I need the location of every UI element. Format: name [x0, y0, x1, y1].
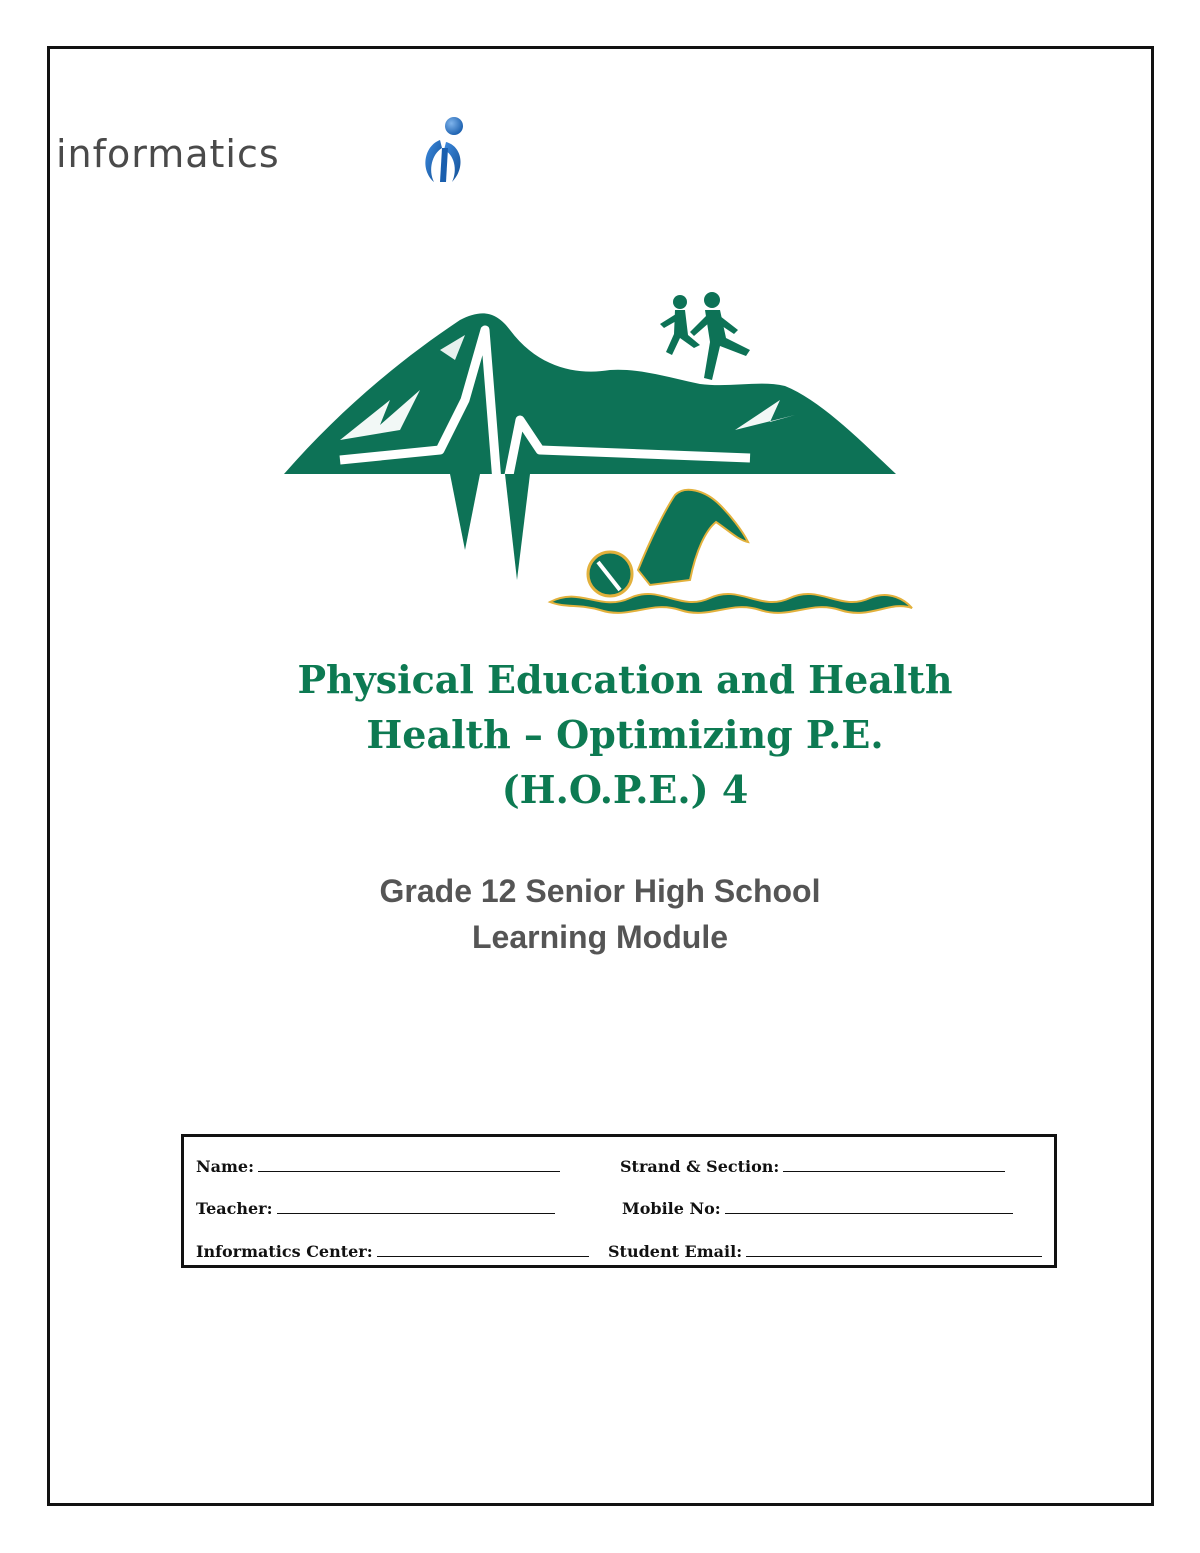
informatics-center-label: Informatics Center: — [196, 1242, 373, 1261]
name-field[interactable] — [196, 1155, 560, 1176]
student-email-field[interactable] — [608, 1240, 1042, 1261]
runners-icon — [660, 292, 750, 380]
informatics-logo — [416, 112, 746, 192]
teacher-field[interactable] — [196, 1197, 555, 1218]
swimmer-icon — [550, 490, 912, 613]
subtitle-line-2: Learning Module — [472, 919, 728, 955]
module-title — [0, 652, 1200, 817]
subtitle-line-1: Grade 12 Senior High School — [379, 873, 821, 909]
name-input-line[interactable] — [258, 1155, 560, 1172]
mobile-input-line[interactable] — [725, 1197, 1013, 1214]
informatics-center-input-line[interactable] — [377, 1240, 589, 1257]
brand-name: informatics — [56, 132, 280, 176]
student-email-label: Student Email: — [608, 1242, 743, 1261]
informatics-i-logo-icon — [416, 112, 476, 192]
mobile-field[interactable] — [622, 1197, 1013, 1218]
title-line-1: Physical Education and Health — [297, 657, 953, 702]
teacher-input-line[interactable] — [277, 1197, 555, 1214]
student-email-input-line[interactable] — [746, 1240, 1042, 1257]
mountain-heartbeat-emblem — [280, 290, 920, 620]
name-label: Name: — [196, 1157, 255, 1176]
strand-section-input-line[interactable] — [783, 1155, 1005, 1172]
strand-section-label: Strand & Section: — [620, 1157, 780, 1176]
title-line-2: Health – Optimizing P.E. — [366, 712, 884, 757]
informatics-center-field[interactable] — [196, 1240, 589, 1261]
strand-section-field[interactable] — [620, 1155, 1005, 1176]
module-subtitle — [0, 868, 1200, 960]
teacher-label: Teacher: — [196, 1199, 273, 1218]
title-line-3: (H.O.P.E.) 4 — [501, 767, 749, 812]
student-info-box — [181, 1134, 1057, 1268]
mobile-label: Mobile No: — [622, 1199, 721, 1218]
